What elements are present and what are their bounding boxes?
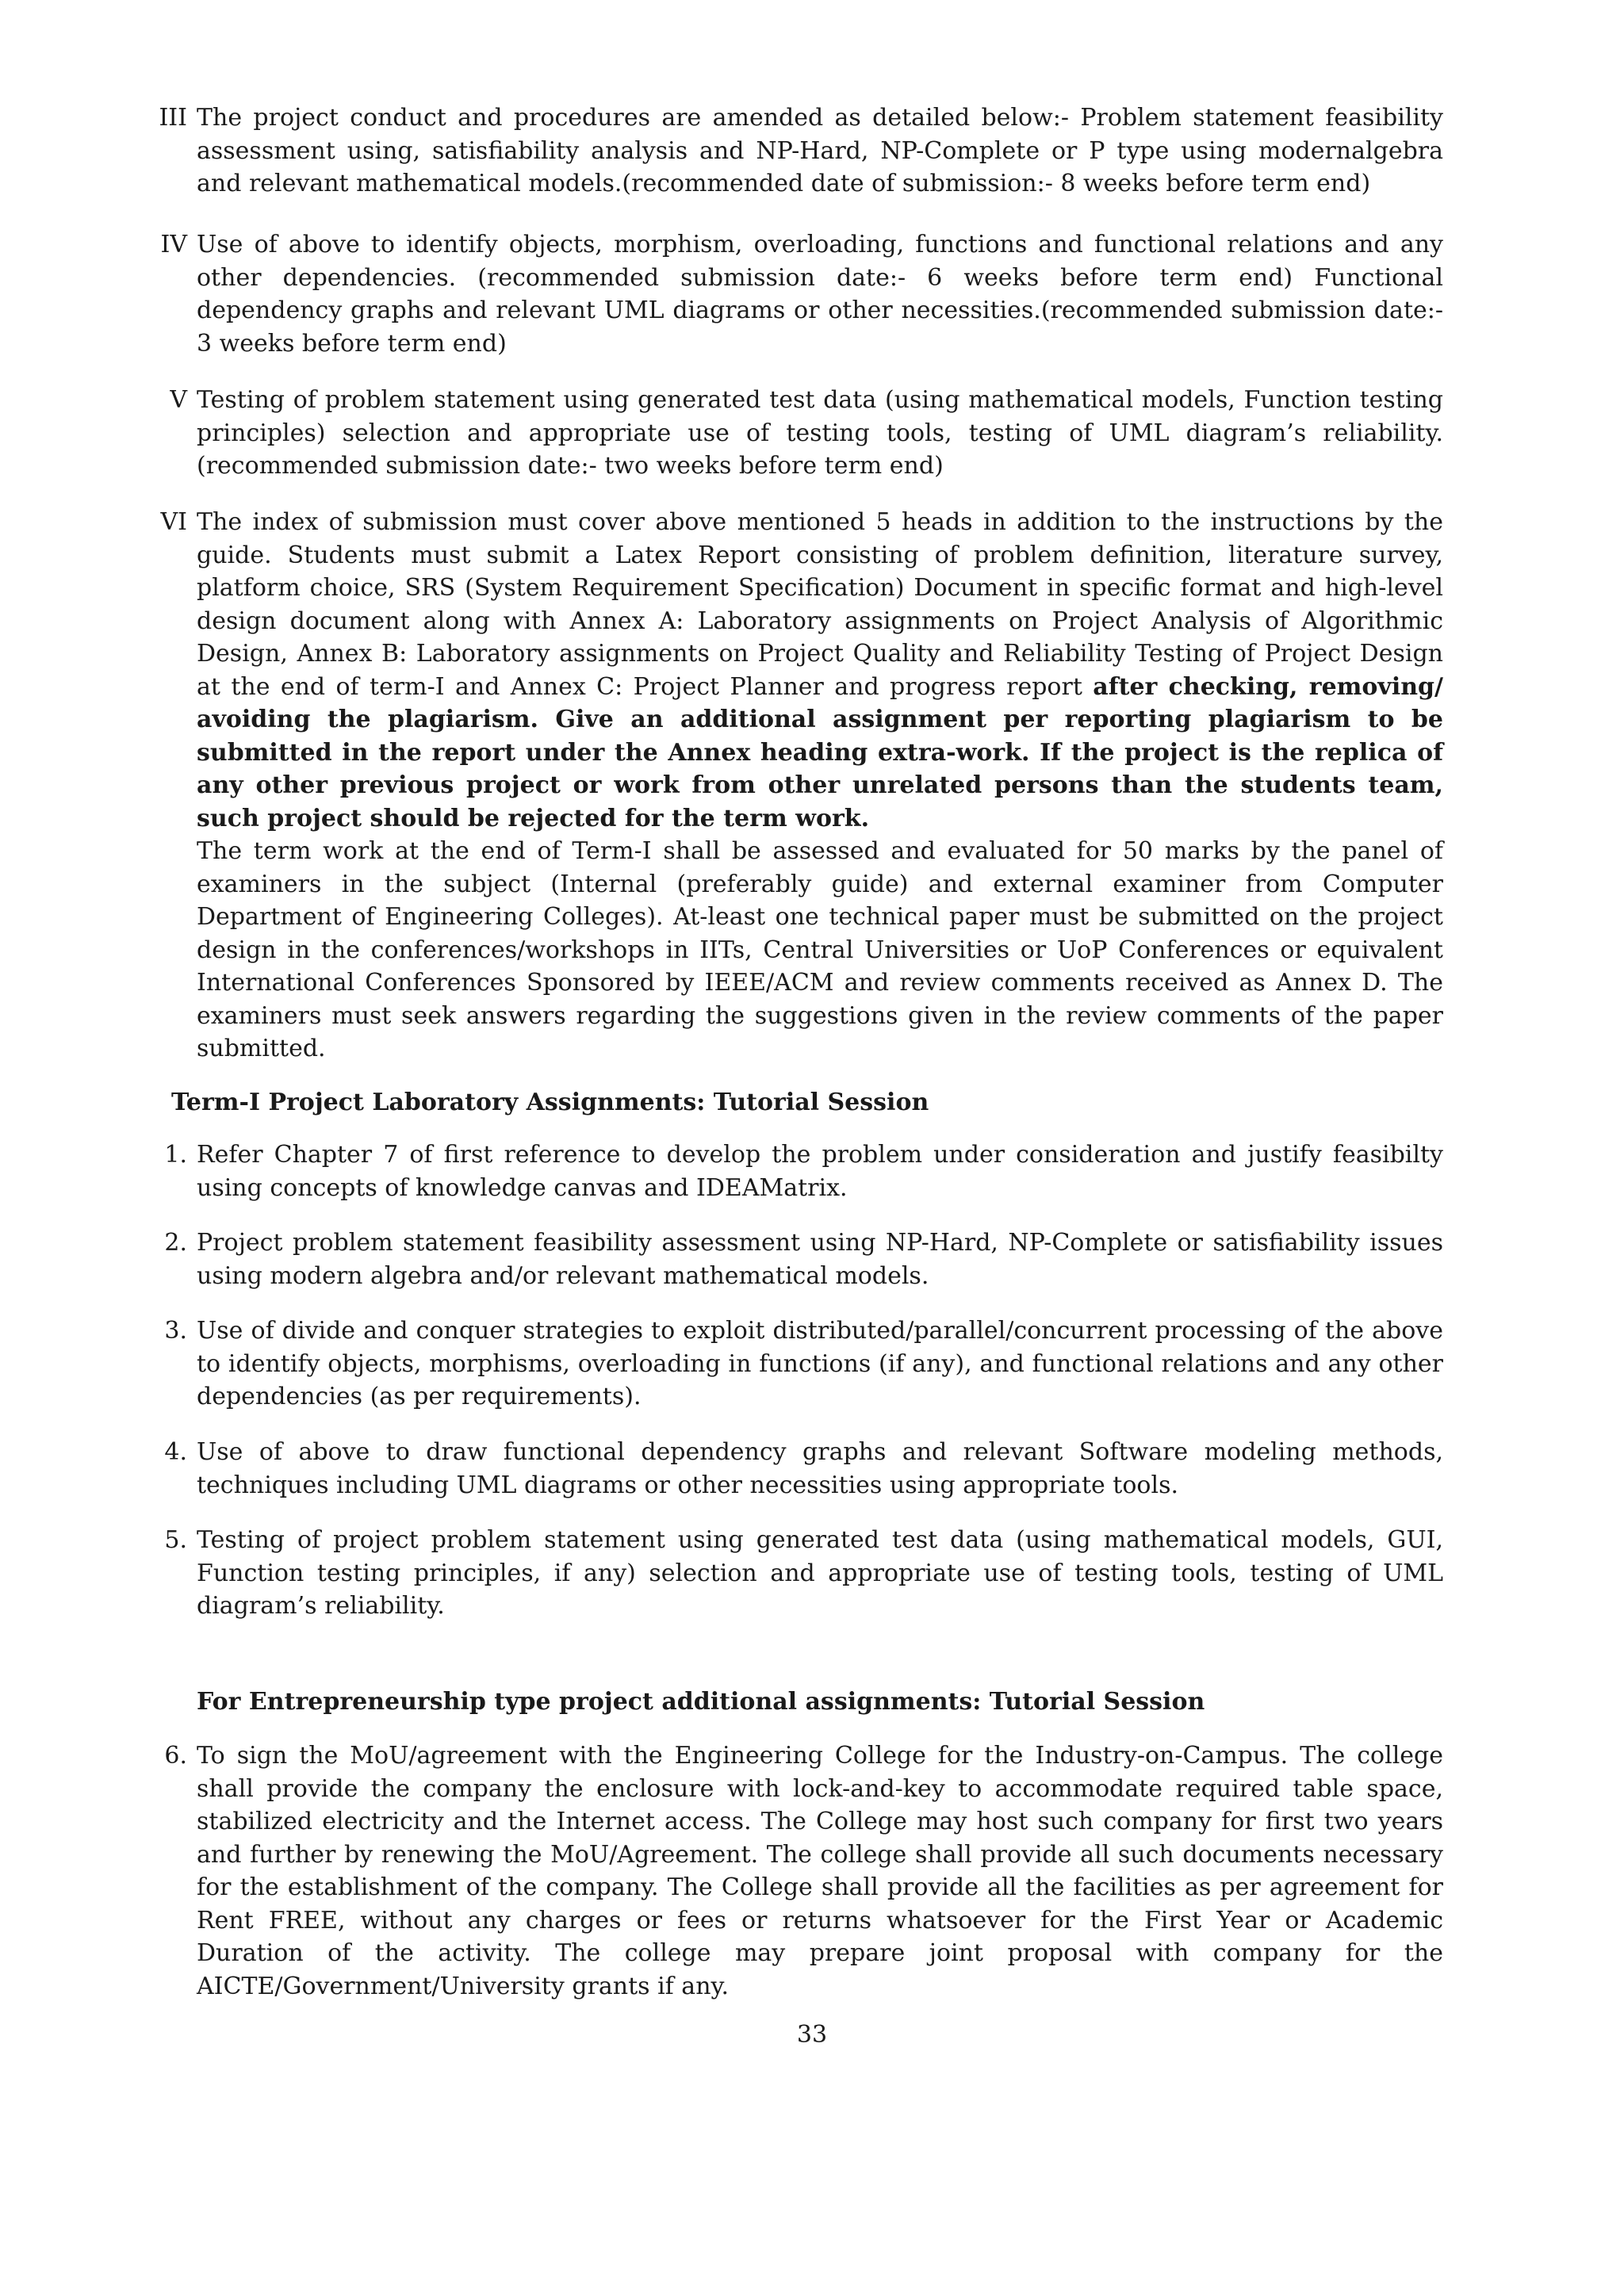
list-item-vi: [160, 506, 1443, 1066]
list-marker: V: [170, 386, 187, 414]
list-item-text: The project conduct and procedures are amended as detailed below:- Problem statement feasibility assessment using, satisfiability analysis and NP-Hard, NP-Complete or P type using modernalgebra and relevant mathematical models.(recommended date of submission:- 8 weeks before term end): [197, 104, 1443, 197]
section-heading-entrepreneurship: For Entrepreneurship type project additional assignments: Tutorial Session: [197, 1688, 1205, 1716]
list-item-2: [164, 1226, 1443, 1292]
list-item-iii: [159, 101, 1443, 201]
list-item-text: The index of submission must cover above mentioned 5 heads in addition to the instructions by the guide. Students must submit a Latex Report consisting of problem definition, literature survey, platform choice, SRS (System Requirement Specification) Document in specific format and high-level design document along with Annex A: Laboratory assignments on Project Analysis of Algorithmic Design, Annex B: Laboratory assignments on Project Quality and Reliability Testing of Project Design at the end of term-I and Annex C: Project Planner and progress report: [197, 508, 1443, 701]
list-marker: 4.: [164, 1438, 187, 1466]
list-item-text: Testing of problem statement using generated test data (using mathematical models, Function testing principles) selection and appropriate use of testing tools, testing of UML diagram’s reliability. (recommended submission date:- two weeks before term end): [197, 386, 1443, 480]
list-marker: 3.: [164, 1317, 187, 1345]
list-marker: 6.: [164, 1742, 187, 1770]
list-item-1: [164, 1138, 1443, 1204]
list-item-v: [170, 384, 1443, 483]
list-item-text: Refer Chapter 7 of first reference to develop the problem under consideration and justify feasibilty using concepts of knowledge canvas and IDEAMatrix.: [197, 1141, 1443, 1202]
page-number: 33: [796, 2021, 828, 2049]
list-marker: 1.: [164, 1141, 187, 1169]
list-marker: III: [159, 104, 187, 132]
list-item-text: Project problem statement feasibility assessment using NP-Hard, NP-Complete or satisfiability issues using modern algebra and/or relevant mathematical models.: [197, 1229, 1443, 1290]
list-marker: 2.: [164, 1229, 187, 1257]
list-item-text: Use of above to draw functional dependency graphs and relevant Software modeling methods, techniques including UML diagrams or other necessities using appropriate tools.: [197, 1438, 1443, 1499]
list-item-6: [164, 1739, 1443, 2003]
list-item-3: [164, 1314, 1443, 1414]
list-item-text: Use of divide and conquer strategies to exploit distributed/parallel/concurrent processing of the above to identify objects, morphisms, overloading in functions (if any), and functional relations and any other dependencies (as per requirements).: [197, 1317, 1443, 1410]
list-item-5: [164, 1524, 1443, 1623]
list-item-text: To sign the MoU/agreement with the Engineering College for the Industry-on-Campus. The college shall provide the company the enclosure with lock-and-key to accommodate required table space, stabilized electricity and the Internet access. The College may host such company for first two years and further by renewing the MoU/Agreement. The college shall provide all such documents necessary for the establishment of the company. The College shall provide all the facilities as per agreement for Rent FREE, without any charges or fees or returns whatsoever for the First Year or Academic Duration of the activity. The college may prepare joint proposal with company for the AICTE/Government/University grants if any.: [197, 1742, 1443, 2000]
term-work-paragraph: The term work at the end of Term-I shall be assessed and evaluated for 50 marks by the panel of examiners in the subject (Internal (preferably guide) and external examiner from Computer Department of Engineering Colleges). At-least one technical paper must be submitted on the project design in the conferences/workshops in IITs, Central Universities or UoP Conferences or equivalent International Conferences Sponsored by IEEE/ACM and review comments received as Annex D. The examiners must seek answers regarding the suggestions given in the review comments of the paper submitted.: [197, 837, 1443, 1062]
list-item-text: Testing of project problem statement using generated test data (using mathematical models, GUI, Function testing principles, if any) selection and appropriate use of testing tools, testing of UML diagram’s reliability.: [197, 1526, 1443, 1620]
list-item-text: Use of above to identify objects, morphism, overloading, functions and functional relations and any other dependencies. (recommended submission date:- 6 weeks before term end) Functional dependency graphs and relevant UML diagrams or other necessities.(recommended submission date:- 3 weeks before term end): [197, 231, 1443, 358]
plagiarism-notice: after checking, removing/ avoiding the plagiarism. Give an additional assignment per reporting plagiarism to be submitted in the report under the Annex heading extra-work. If the project is the replica of any other previous project or work from other unrelated persons than the students team, such project should be rejected for the term work.: [197, 672, 1443, 832]
list-marker: IV: [160, 231, 187, 258]
list-item-4: [164, 1436, 1443, 1502]
section-heading-term-i: Term-I Project Laboratory Assignments: Tutorial Session: [171, 1089, 929, 1116]
list-item-iv: [160, 228, 1443, 360]
list-marker: VI: [160, 508, 187, 536]
list-marker: 5.: [164, 1526, 187, 1554]
